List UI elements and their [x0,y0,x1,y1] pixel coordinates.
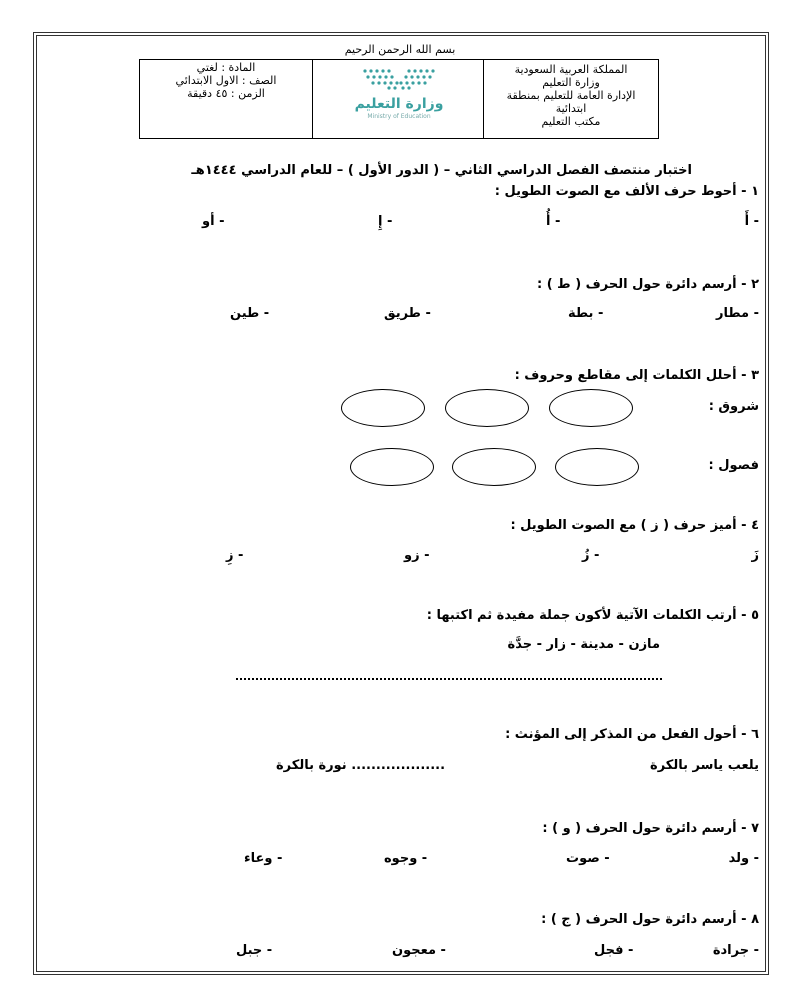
q4-option: - زِ [226,548,244,563]
q2-option: - مطار [716,306,759,321]
syllable-oval [445,389,529,427]
q7-option: - صوت [566,851,610,866]
ministry-logo-icon [359,65,439,91]
logo-subtext: Ministry of Education [367,113,431,120]
exam-title: اختبار منتصف الفصل الدراسي الثاني – ( الدور الأول ) – للعام الدراسي ١٤٤٤هـ [191,163,692,178]
header-right-line: الإدارة العامة للتعليم بمنطقة [506,89,636,102]
header-right-line: ابتدائية [555,102,587,115]
header-right-line: مكتب التعليم [541,115,601,128]
question-1: ١ - أحوط حرف الألف مع الصوت الطويل : [494,184,759,199]
q8-option: - معجون [392,943,446,958]
q2-option: - طريق [384,306,431,321]
question-3: ٣ - أحلل الكلمات إلى مقاطع وحروف : [514,368,759,383]
q7-option: - وجوه [384,851,428,866]
header-right-line: وزارة التعليم [542,76,600,89]
q1-option: - أَ [744,214,759,229]
syllable-oval [452,448,536,486]
header-table [139,59,659,139]
syllable-oval [549,389,633,427]
syllable-oval [341,389,425,427]
grade-line: الصف : الاول الابتدائي [175,74,277,87]
q2-option: - بطة [568,306,604,321]
header-left-cell [140,60,312,139]
syllable-oval [350,448,434,486]
q4-option: - زو [404,548,430,563]
q3-word: شروق : [708,399,759,414]
header-logo-cell [312,60,484,138]
q1-option: - أو [202,214,225,229]
q4-option: - زُ [582,548,600,563]
question-6: ٦ - أحول الفعل من المذكر إلى المؤنث : [505,727,759,742]
time-line: الزمن : ٤٥ دقيقة [187,87,265,100]
q8-option: - فجل [594,943,634,958]
question-5: ٥ - أرتب الكلمات الآتية لأكون جملة مفيدة ثم اكتبها : [426,608,759,623]
q7-option: - ولد [728,851,759,866]
q6-sentence: يلعب ياسر بالكرة [650,758,759,773]
q2-option: - طين [230,306,270,321]
logo-text: وزارة التعليم [354,96,444,112]
syllable-oval [555,448,639,486]
q6-blank-sentence: ................... نورة بالكرة [276,758,446,773]
question-2: ٢ - أرسم دائرة حول الحرف ( ط ) : [536,277,759,292]
header-right-cell [484,60,658,141]
question-4: ٤ - أميز حرف ( ز ) مع الصوت الطويل : [510,518,759,533]
question-8: ٨ - أرسم دائرة حول الحرف ( ج ) : [541,912,759,927]
q3-word: فصول : [708,458,759,473]
answer-line[interactable] [236,670,662,680]
q1-option: - أُ [546,214,561,229]
header-right-line: المملكة العربية السعودية [514,63,628,76]
q4-option: زَ [751,548,759,563]
question-7: ٧ - أرسم دائرة حول الحرف ( و ) : [542,821,759,836]
subject-line: المادة : لغتي [196,61,256,74]
q1-option: - إِ [378,214,393,229]
q5-words: مازن - مدينة - زار - جدَّة [507,637,660,652]
q8-option: - جبل [236,943,273,958]
basmala: بسم الله الرحمن الرحيم [344,43,456,56]
q7-option: - وعاء [244,851,283,866]
q8-option: - جرادة [712,943,759,958]
